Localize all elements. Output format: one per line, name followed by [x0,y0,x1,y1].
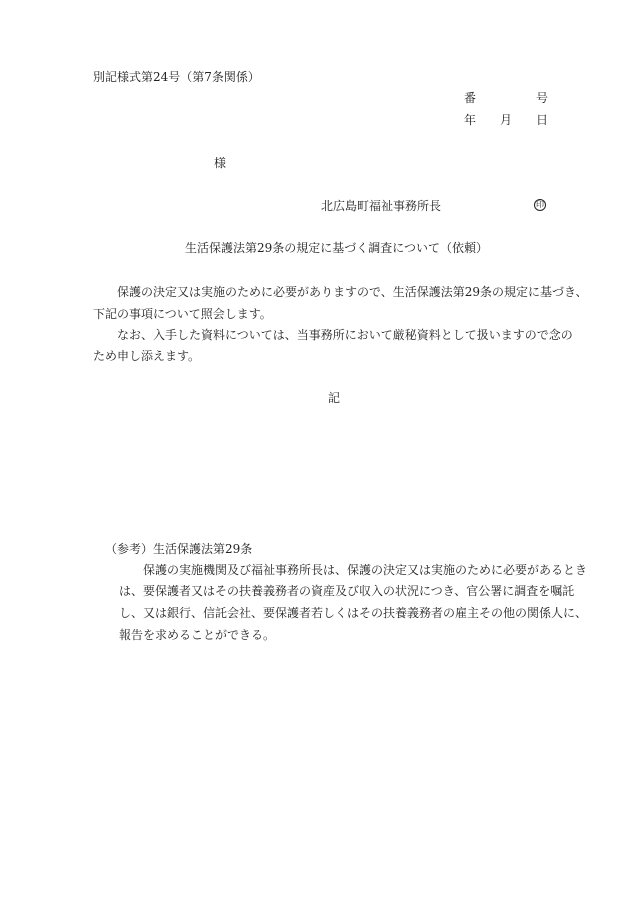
reference-line: 報告を求めることができる。 [119,628,276,642]
document-subject: 生活保護法第29条の規定に基づく調査について（依頼） [185,241,489,255]
sender-name: 北広島町福祉事務所長 [321,199,442,213]
body-line: 保護の決定又は実施のために必要がありますので、生活保護法第29条の規定に基づき、 [93,285,588,299]
date-year: 年 [464,113,477,127]
reference-line: は、要保護者又はその扶養義務者の資産及び収入の状況につき、官公署に調査を嘱託 [119,584,575,598]
body-line: ため申し添えます。 [93,349,201,363]
seal-icon: 印 [536,200,544,209]
reference-line: 保護の実施機関及び福祉事務所長は、保護の決定又は実施のために必要があるとき [119,563,588,577]
form-label: 別記様式第24号（第7条関係） [93,70,260,84]
ki-heading: 記 [328,391,341,405]
date-month: 月 [500,113,513,127]
document-number-label: 番 [464,91,477,105]
reference-title: （参考）生活保護法第29条 [105,542,253,556]
date-day: 日 [536,113,549,127]
body-line: 下記の事項について照会します。 [93,307,272,321]
reference-line: し、又は銀行、信託会社、要保護者若しくはその扶養義務者の雇主その他の関係人に、 [119,606,588,620]
body-line: なお、入手した資料については、当事務所において厳秘資料として扱いますので念の [93,328,573,342]
recipient-honorific: 様 [214,156,227,170]
document-number-suffix: 号 [536,91,549,105]
